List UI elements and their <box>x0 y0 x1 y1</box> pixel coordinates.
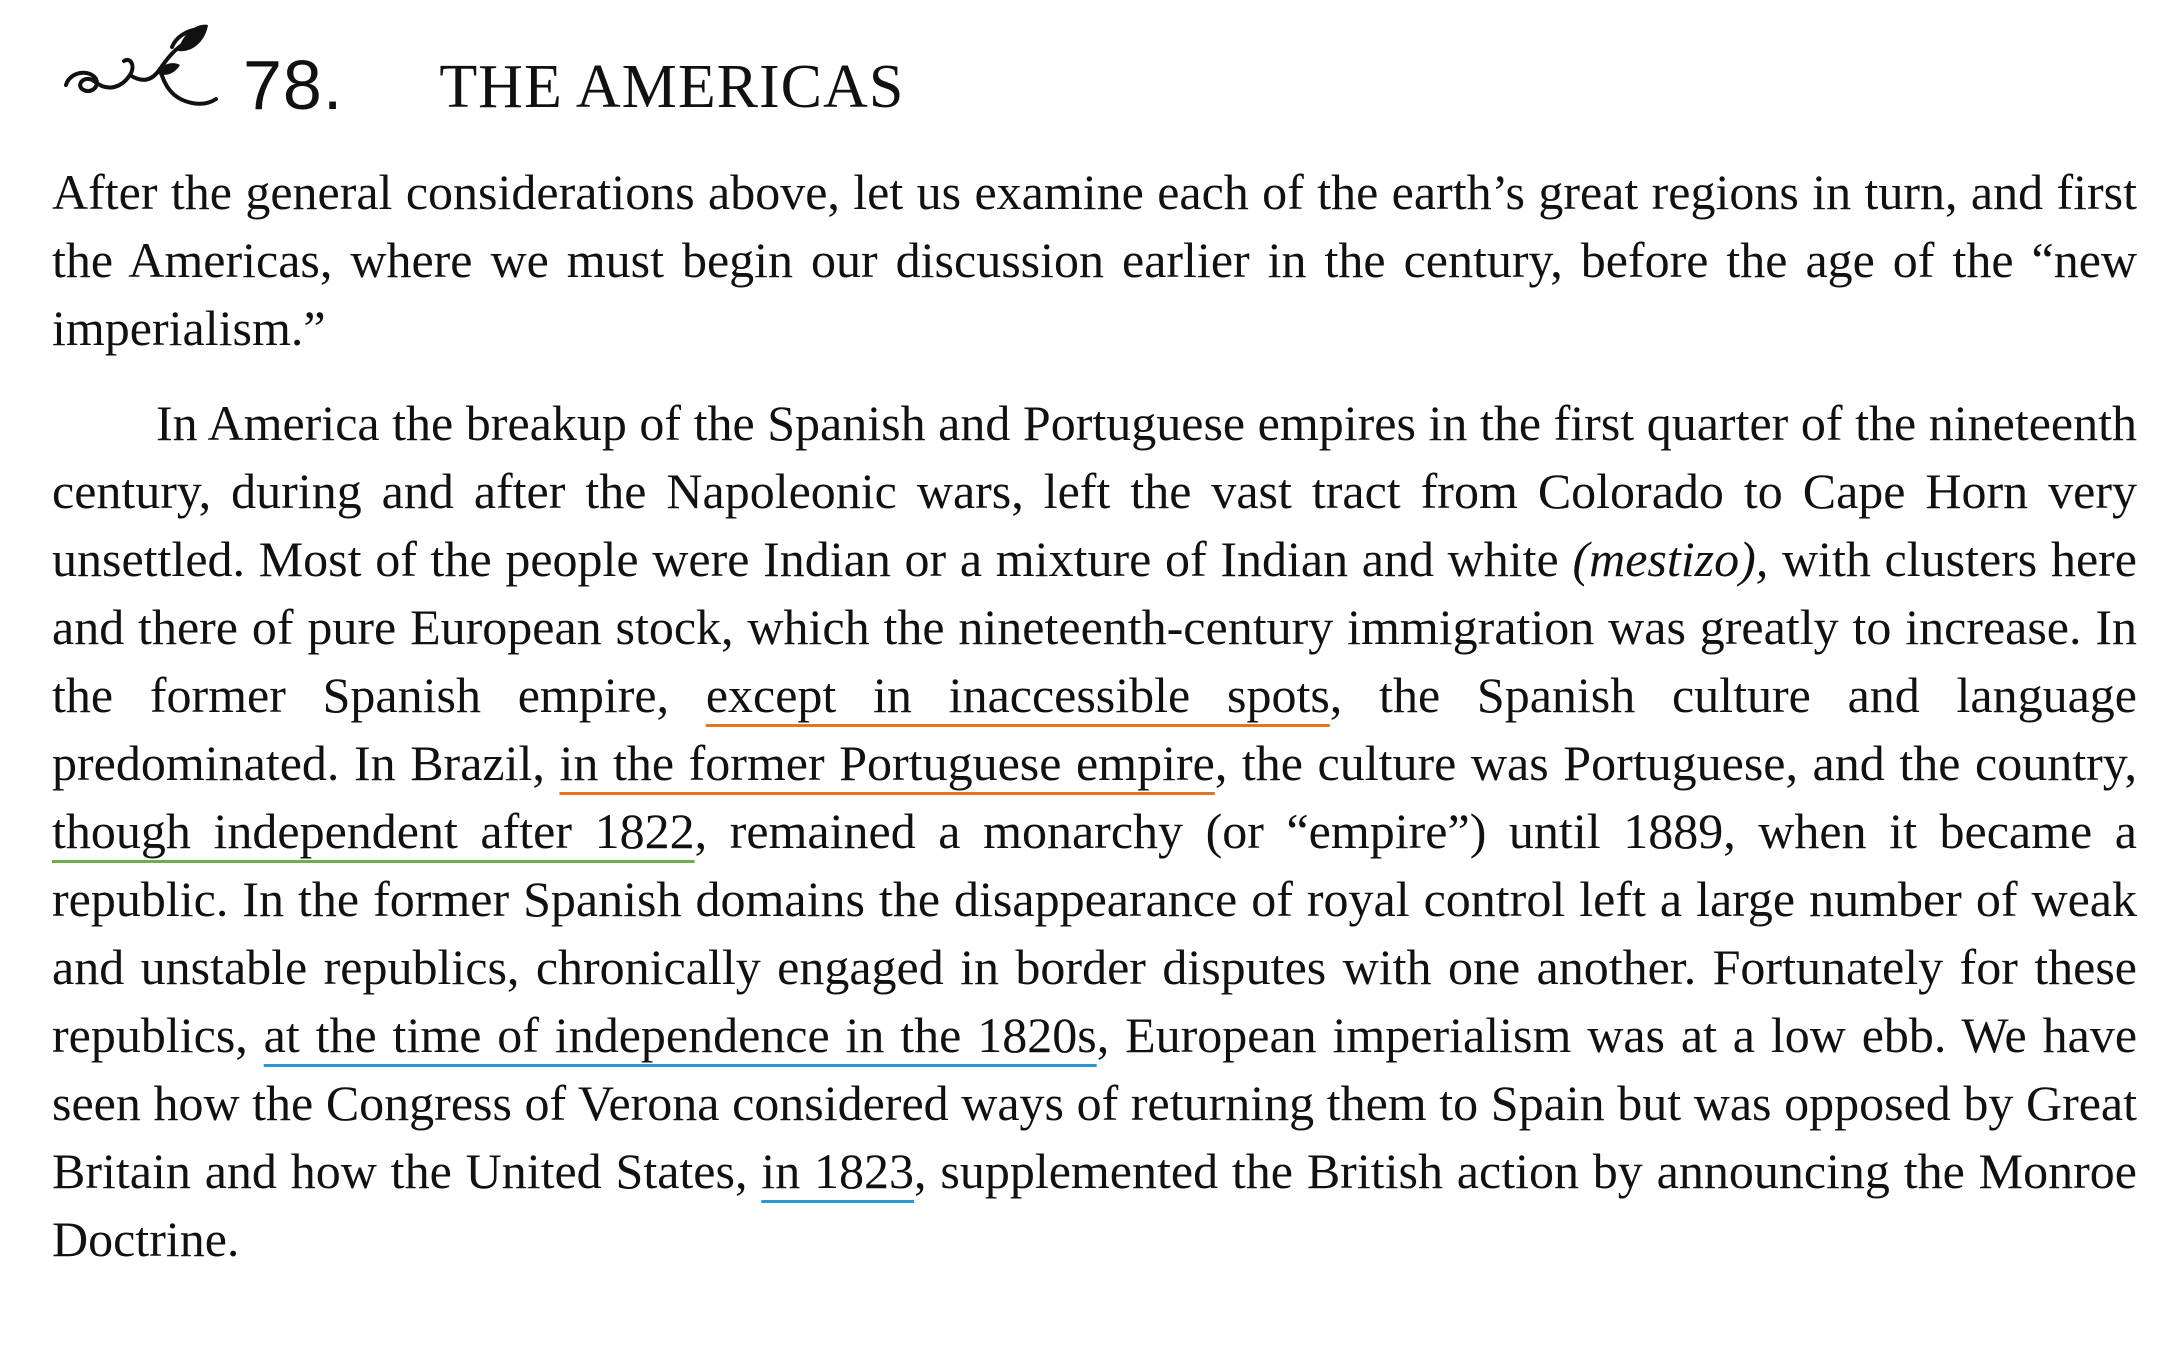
paragraph-2-text: , European imperialism was at a low ebb. We have seen how the Congress of Verona considered ways of returning them to Spain but was opposed by Great Britain and how the United States, <box>52 1007 2138 1199</box>
paragraph-2-text: , supplemented the British action by announcing the Monroe Doctrine. <box>52 1143 2137 1267</box>
blue-underline-highlight: at the time of independence in the 1820s <box>263 1007 1097 1063</box>
paragraph-2-text: , the culture was Portuguese, and the country, <box>1214 735 2137 791</box>
blue-underline-highlight: in 1823 <box>761 1143 915 1199</box>
section-number: 78. <box>243 46 344 124</box>
paragraph-2-text: , the Spanish culture and language predominated. In Brazil, <box>52 667 2137 791</box>
green-underline-highlight: though independent after 1822 <box>52 803 695 859</box>
section-title: THE AMERICAS <box>439 53 905 121</box>
orange-underline-highlight: except in inaccessible spots <box>705 667 1330 723</box>
paragraph-2-text: with clusters here and there of pure European stock, which the nineteenth-century immigration was greatly to increase. In the former Spanish empire, <box>52 531 2137 723</box>
paragraph-2 <box>52 389 2137 1273</box>
orange-underline-highlight: in the former Portuguese empire <box>559 735 1215 791</box>
paragraph-1: After the general considerations above, let us examine each of the earth’s great regions in turn, and first the Americas, where we must begin our discussion earlier in the century, before the age of the “new imperialism.” <box>52 164 2137 356</box>
paragraph-2-text: , remained a monarchy (or “empire”) until 1889, when it became a republic. In the former Spanish domains the disappearance of royal control left a large number of weak and unstable republics, chronically engaged in border disputes with one another. Fortunately for these republics, <box>52 803 2137 1063</box>
italic-term-mestizo: (mestizo), <box>1572 531 1769 587</box>
paragraph-2-text: In America the breakup of the Spanish and Portuguese empires in the first quarter of the nineteenth century, during and after the Napoleonic wars, left the vast tract from Colorado to Cape Horn very unsettled. Most of the people were Indian or a mixture of Indian and white <box>52 395 2137 587</box>
section-header <box>60 8 904 128</box>
fleuron-leaf-ornament-icon <box>60 23 225 128</box>
